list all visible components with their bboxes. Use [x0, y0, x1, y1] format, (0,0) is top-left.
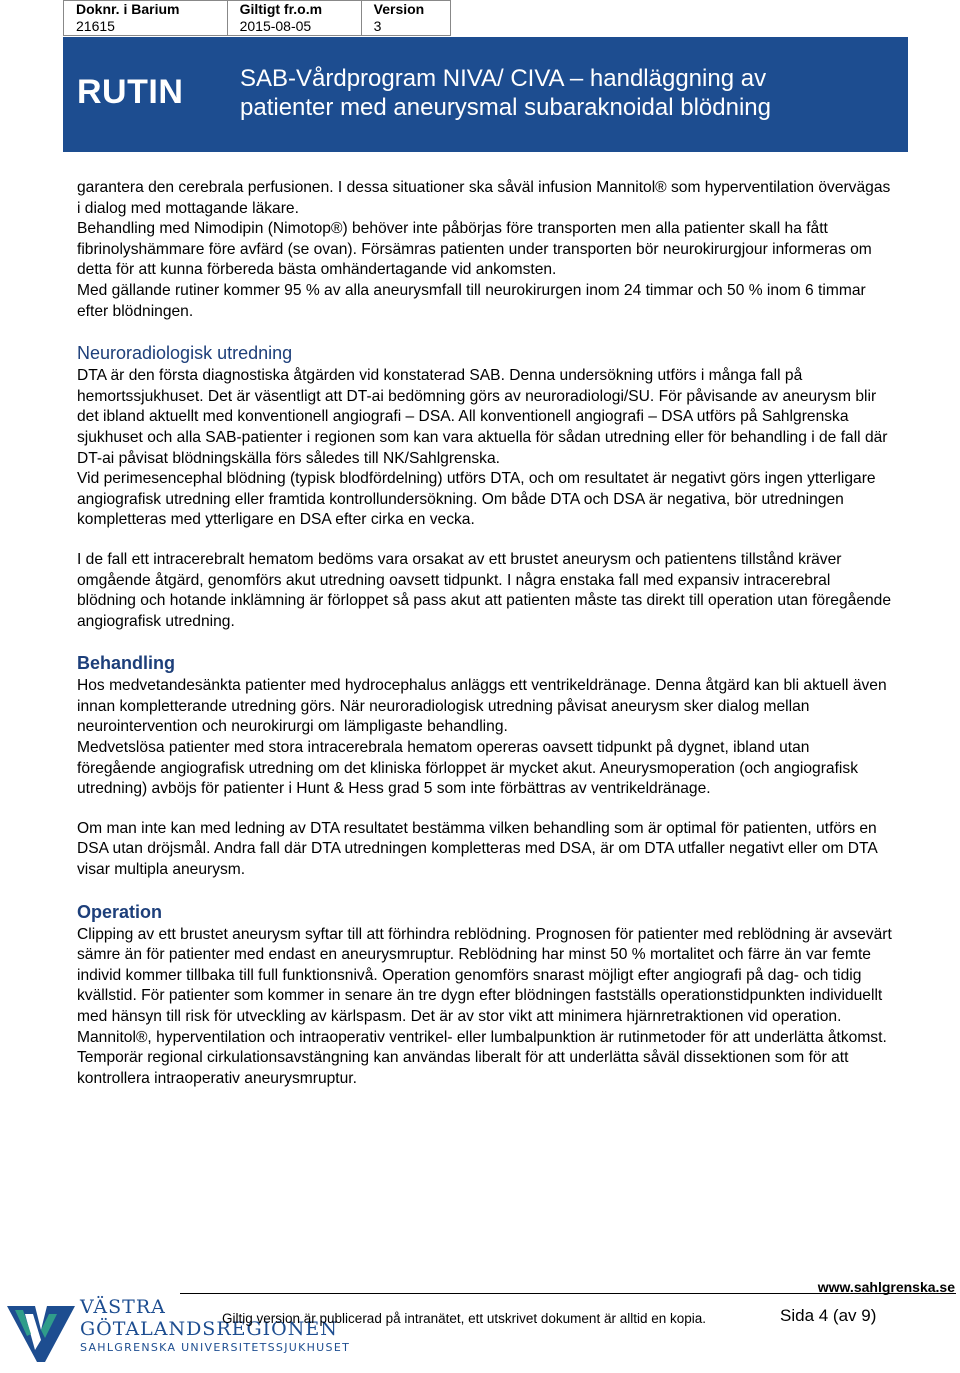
vgr-logo-text	[80, 1296, 380, 1356]
meta-label-docnr: Doknr. i Barium 21615	[64, 1, 228, 36]
meta-label-version: Version 3	[361, 1, 450, 36]
behandling-paragraph-3: Om man inte kan med ledning av DTA resultatet bestämma vilken behandling som är optimal för patienten, utförs en DSA utan dröjsmål. Andra fall där DTA utredningen kompletteras med DSA, är om DTA utfaller negativt eller om DTA visar multipla aneurysm.	[77, 819, 877, 879]
spacer	[77, 322, 892, 341]
neuro-paragraph-2: Vid perimesencephal blödning (typisk blodfördelning) utförs DTA, och om resultatet är negativt görs ingen ytterligare angiografisk utredning eller framtida kontrollundersökning. Om både DTA och DSA är negativa, bör utredningen kompletteras med ytterligare en DSA efter cirka en vecka.	[77, 470, 876, 529]
heading-behandling: Behandling	[77, 653, 175, 674]
meta-value-version: 3	[373, 18, 382, 34]
spacer	[77, 632, 892, 651]
meta-value-valid-from: 2015-08-05	[239, 18, 312, 34]
meta-value-docnr: 21615	[76, 18, 115, 34]
document-title-line2: patienter med aneurysmal subaraknoidal blödning	[240, 94, 771, 121]
spacer	[77, 800, 892, 819]
footer-validity-note: Giltig version är publicerad på intranätet, ett utskrivet dokument är alltid en kopia.	[222, 1311, 707, 1326]
behandling-paragraph-2: Medvetslösa patienter med stora intracerebrala hematom opereras oavsett tidpunkt på dygnet, ibland utan föregående angiografisk utredning om det kliniska förloppet är mycket akut. Aneurysmoperation (och angiografisk utredning) avböjs för patienter i Hunt & Hess grad 5 som inte förbättras av ventrikeldränage.	[77, 739, 858, 798]
vgr-logo-icon	[5, 1300, 77, 1364]
rutin-label: RUTIN	[77, 73, 184, 111]
document-meta-table	[63, 0, 451, 36]
heading-operation: Operation	[77, 901, 163, 922]
footer-url[interactable]: www.sahlgrenska.se	[817, 1279, 955, 1295]
intro-paragraph-1: garantera den cerebrala perfusionen. I dessa situationer ska såväl infusion Mannitol® som hyperventilation övervägas i dialog med mottagande läkare.	[77, 179, 891, 217]
page-number: Sida 4 (av 9)	[780, 1306, 877, 1325]
meta-label-valid-from: Giltigt fr.o.m 2015-08-05	[227, 1, 361, 36]
logo-line-2: GÖTALANDSREGIONEN	[80, 1318, 338, 1340]
intro-paragraph-3: Med gällande rutiner kommer 95 % av alla aneurysmfall till neurokirurgen inom 24 timmar och 50 % inom 6 timmar efter blödningen.	[77, 281, 866, 320]
logo-line-3: SAHLGRENSKA UNIVERSITETSSJUKHUSET	[80, 1341, 351, 1354]
logo-line-1: VÄSTRA	[80, 1296, 166, 1318]
behandling-paragraph-1: Hos medvetandesänkta patienter med hydrocephalus anläggs ett ventrikeldränage. Denna åtgärd kan bli aktuell även innan kompletterande utredning görs. När neuroradiologisk utredning påvisat aneurysm sker dialog mellan neurointervention och neurokirurgi om lämpligaste behandling.	[77, 677, 887, 736]
spacer	[77, 881, 892, 900]
document-title-line1: SAB-Vårdprogram NIVA/ CIVA – handläggning av	[240, 65, 767, 92]
title-banner	[63, 37, 908, 152]
neuro-paragraph-1: DTA är den första diagnostiska åtgärden vid konstaterad SAB. Denna undersökning utförs i många fall på hemortssjukhuset. Det är väsentligt att DT-ai bedömning görs av neuroradiologi/SU. För påvisande av aneurysm blir det ibland aktuellt med konventionell angiografi – DSA. All konventionell angiografi – DSA utförs på Sahlgrenska sjukhuset och alla SAB-patienter i regionen som kan vara aktuella för sådan utredning eller för behandling i de fall där DT-ai påvisat blödningskälla förs således till NK/Sahlgrenska.	[77, 367, 888, 467]
document-title	[240, 64, 900, 122]
spacer	[77, 531, 892, 550]
operation-paragraph-1: Clipping av ett brustet aneurysm syftar till att förhindra reblödning. Prognosen för patienter med reblödning är avsevärt sämre än för patienter med endast en aneurysmruptur. Reblödning har minst 50 % mortalitet och färre än var femte individ kommer tillbaka till full funktionsnivå. Operation genomförs snarast möjligt efter angiografi på dag- och tidig kvällstid. För patienter som kommer in senare än tre dygn efter blödningen fastställs operationstidpunkten individuellt med hänsyn till risk för utveckling av kärlspasm. Det är av stor vikt att minimera hjärnretraktionen vid operation. Mannitol®, hyperventilation och intraoperativ ventrikel- eller lumbalpunktion är rutinmetoder för att underlätta åtkomst. Temporär regional cirkulationsavstängning kan användas liberalt för att underlätta såväl dissektionen som för att kontrollera intraoperativ aneurysmruptur.	[77, 925, 892, 1087]
heading-neuroradiologisk-utredning: Neuroradiologisk utredning	[77, 343, 293, 364]
neuro-paragraph-3: I de fall ett intracerebralt hematom bedöms vara orsakat av ett brustet aneurysm och patientens tillstånd kräver omgående åtgärd, genomförs akut utredning oavsett tidpunkt. I några enstaka fall med expansiv intracerebral blödning och hotande inklämning är förloppet så pass akut att patienten måste tas direkt till operation utan föregående angiografisk utredning.	[77, 550, 892, 630]
intro-paragraph-2: Behandling med Nimodipin (Nimotop®) behöver inte påbörjas före transporten men alla patienter skall ha fått fibrinolyshämmare före avfärd (se ovan). Försämras patienten under transporten bör neurokirurgjour informeras om detta för att kunna förbereda bästa omhändertagande vid ankomsten.	[77, 220, 872, 279]
document-body	[77, 178, 892, 1089]
footer-divider	[180, 1293, 956, 1294]
